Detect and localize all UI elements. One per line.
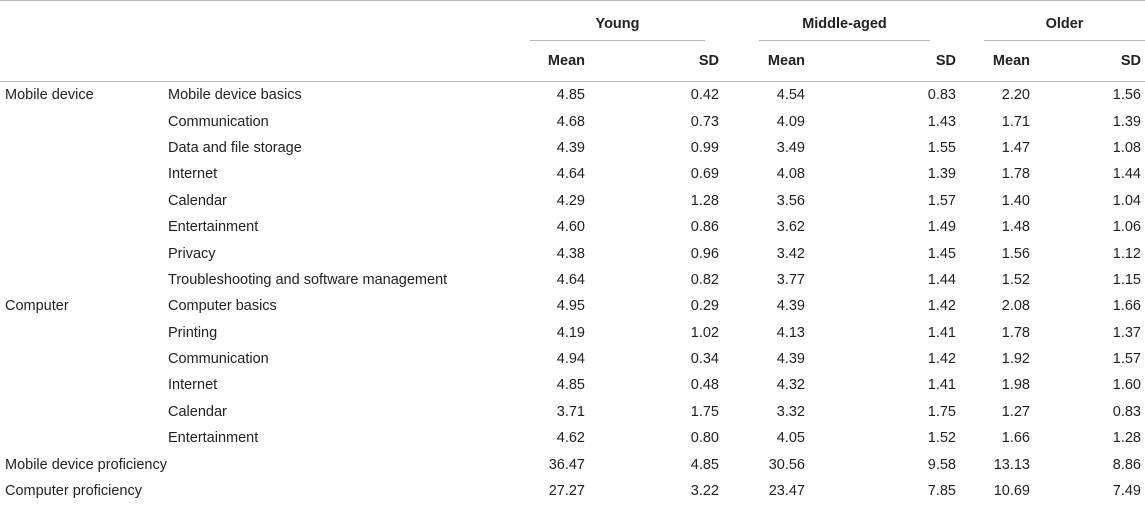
category-cell: Computer proficiency [5, 483, 142, 500]
young-mean-cell: 36.47 [548, 456, 585, 473]
older-sd-cell: 1.39 [1112, 113, 1141, 130]
subcategory-cell: Mobile device basics [168, 87, 302, 104]
young-mean-cell: 4.29 [556, 192, 585, 209]
older-mean-cell: 1.78 [1001, 324, 1030, 341]
group-header-young [530, 1, 735, 42]
subcategory-cell: Calendar [168, 192, 227, 209]
category-cell: Mobile device [5, 87, 94, 104]
young-sd-cell: 1.75 [690, 403, 719, 420]
middle-mean-cell: 3.49 [776, 139, 805, 156]
older-mean-cell: 1.78 [1001, 166, 1030, 183]
middle-mean-cell: 4.39 [776, 298, 805, 315]
middle-sd-cell: 1.52 [927, 430, 956, 447]
young-mean-cell: 4.95 [556, 298, 585, 315]
young-mean-cell: 4.60 [556, 219, 585, 236]
category-cell [0, 320, 168, 346]
middle-sd-cell: 1.44 [927, 271, 956, 288]
older-sd-cell: 8.86 [1112, 456, 1141, 473]
older-mean-cell: 1.47 [1001, 139, 1030, 156]
middle-mean-cell: 3.62 [776, 219, 805, 236]
older-sd-cell: 1.12 [1112, 245, 1141, 262]
young-sd-cell: 0.48 [690, 377, 719, 394]
young-mean-cell: 4.19 [556, 324, 585, 341]
young-sd-cell: 0.69 [690, 166, 719, 183]
category-cell [0, 214, 168, 240]
older-mean-cell: 1.98 [1001, 377, 1030, 394]
older-sd-cell: 1.06 [1112, 219, 1141, 236]
table-row [0, 372, 1145, 398]
table-row [0, 240, 1145, 266]
subcategory-cell: Computer basics [168, 298, 277, 315]
empty-header-cell [0, 1, 530, 42]
middle-mean-cell: 4.13 [776, 324, 805, 341]
middle-mean-cell: 3.77 [776, 271, 805, 288]
older-sd-cell: 1.57 [1112, 351, 1141, 368]
young-mean-cell: 4.68 [556, 113, 585, 130]
older-mean-cell: 1.56 [1001, 245, 1030, 262]
older-sd-cell: 1.66 [1112, 298, 1141, 315]
young-mean-cell: 4.38 [556, 245, 585, 262]
middle-mean-cell: 4.32 [776, 377, 805, 394]
young-mean-cell: 27.27 [548, 483, 585, 500]
middle-mean-cell: 30.56 [768, 456, 805, 473]
table-row [0, 425, 1145, 451]
young-sd-cell: 0.86 [690, 219, 719, 236]
middle-mean-cell: 3.32 [776, 403, 805, 420]
middle-sd-cell: 1.45 [927, 245, 956, 262]
older-sd-cell: 1.04 [1112, 192, 1141, 209]
column-header-row [0, 41, 1145, 82]
middle-mean-cell: 4.09 [776, 113, 805, 130]
older-mean-header: Mean [992, 53, 1030, 69]
subcategory-cell: Internet [168, 166, 218, 183]
category-cell [0, 425, 168, 451]
middle-sd-cell: 1.42 [927, 298, 956, 315]
older-mean-cell: 1.66 [1001, 430, 1030, 447]
older-sd-header: SD [1120, 53, 1141, 69]
category-cell [0, 372, 168, 398]
older-sd-cell: 0.83 [1112, 403, 1141, 420]
table-row [0, 108, 1145, 134]
older-mean-cell: 1.27 [1001, 403, 1030, 420]
young-sd-cell: 0.42 [690, 87, 719, 104]
young-sd-cell: 3.22 [690, 483, 719, 500]
young-sd-cell: 0.34 [690, 351, 719, 368]
young-sd-cell: 0.29 [690, 298, 719, 315]
middle-sd-cell: 1.57 [927, 192, 956, 209]
table-row [0, 346, 1145, 372]
older-sd-cell: 1.56 [1112, 87, 1141, 104]
young-sd-cell: 0.80 [690, 430, 719, 447]
middle-mean-cell: 3.42 [776, 245, 805, 262]
middle-sd-cell: 1.39 [927, 166, 956, 183]
middle-mean-cell: 3.56 [776, 192, 805, 209]
middle-sd-cell: 1.43 [927, 113, 956, 130]
category-cell [0, 188, 168, 214]
young-sd-cell: 1.28 [690, 192, 719, 209]
young-mean-cell: 4.62 [556, 430, 585, 447]
older-mean-cell: 1.71 [1001, 113, 1030, 130]
table-row [0, 214, 1145, 240]
table-row [0, 188, 1145, 214]
older-sd-cell: 7.49 [1112, 483, 1141, 500]
older-sd-cell: 1.28 [1112, 430, 1141, 447]
young-mean-header: Mean [547, 53, 585, 69]
subcategory-cell: Entertainment [168, 219, 259, 236]
older-sd-cell: 1.44 [1112, 166, 1141, 183]
middle-sd-cell: 1.42 [927, 351, 956, 368]
young-mean-cell: 4.64 [556, 166, 585, 183]
table-row [0, 451, 1145, 477]
older-mean-cell: 1.40 [1001, 192, 1030, 209]
young-sd-header: SD [698, 53, 719, 69]
subcategory-cell: Privacy [168, 245, 216, 262]
older-mean-cell: 13.13 [993, 456, 1030, 473]
older-mean-cell: 10.69 [993, 483, 1030, 500]
older-sd-cell: 1.60 [1112, 377, 1141, 394]
subcategory-cell: Calendar [168, 403, 227, 420]
middle-mean-cell: 4.05 [776, 430, 805, 447]
subcategory-cell: Entertainment [168, 430, 259, 447]
group-label-older: Older [984, 16, 1145, 41]
table-row [0, 82, 1145, 109]
young-mean-cell: 4.94 [556, 351, 585, 368]
category-cell [0, 267, 168, 293]
subcategory-cell: Printing [168, 324, 218, 341]
older-mean-cell: 1.48 [1001, 219, 1030, 236]
older-mean-cell: 1.52 [1001, 271, 1030, 288]
empty-subheader-cell [0, 41, 530, 82]
subcategory-cell: Troubleshooting and software management [168, 271, 448, 288]
middle-sd-cell: 1.49 [927, 219, 956, 236]
category-cell: Computer [5, 298, 69, 315]
group-label-young: Young [530, 16, 705, 41]
table-row [0, 135, 1145, 161]
middle-sd-cell: 9.58 [927, 456, 956, 473]
middle-mean-header: Mean [767, 53, 805, 69]
category-cell [0, 240, 168, 266]
table-row [0, 161, 1145, 187]
young-sd-cell: 0.99 [690, 139, 719, 156]
table-row [0, 293, 1145, 319]
subcategory-cell: Communication [168, 351, 269, 368]
subcategory-cell: Communication [168, 113, 269, 130]
middle-sd-cell: 0.83 [927, 87, 956, 104]
young-sd-cell: 0.96 [690, 245, 719, 262]
young-mean-cell: 3.71 [556, 403, 585, 420]
older-mean-cell: 2.08 [1001, 298, 1030, 315]
middle-mean-cell: 4.54 [776, 87, 805, 104]
middle-sd-header: SD [935, 53, 956, 69]
subcategory-cell: Internet [168, 377, 218, 394]
category-cell [0, 135, 168, 161]
table-row [0, 399, 1145, 425]
young-mean-cell: 4.85 [556, 87, 585, 104]
middle-sd-cell: 7.85 [927, 483, 956, 500]
group-header-middle-aged [735, 1, 960, 42]
table-row [0, 320, 1145, 346]
middle-sd-cell: 1.41 [927, 377, 956, 394]
group-header-older [960, 1, 1145, 42]
group-header-row [0, 1, 1145, 42]
category-cell [0, 399, 168, 425]
young-mean-cell: 4.64 [556, 271, 585, 288]
young-mean-cell: 4.39 [556, 139, 585, 156]
young-sd-cell: 0.82 [690, 271, 719, 288]
middle-mean-cell: 23.47 [768, 483, 805, 500]
young-sd-cell: 1.02 [690, 324, 719, 341]
older-mean-cell: 2.20 [1001, 87, 1030, 104]
young-sd-cell: 0.73 [690, 113, 719, 130]
subcategory-cell: Data and file storage [168, 139, 302, 156]
category-cell [0, 108, 168, 134]
middle-sd-cell: 1.55 [927, 139, 956, 156]
older-mean-cell: 1.92 [1001, 351, 1030, 368]
older-sd-cell: 1.15 [1112, 271, 1141, 288]
category-cell [0, 346, 168, 372]
older-sd-cell: 1.08 [1112, 139, 1141, 156]
middle-mean-cell: 4.08 [776, 166, 805, 183]
young-mean-cell: 4.85 [556, 377, 585, 394]
table-row [0, 478, 1145, 504]
middle-sd-cell: 1.41 [927, 324, 956, 341]
older-sd-cell: 1.37 [1112, 324, 1141, 341]
middle-sd-cell: 1.75 [927, 403, 956, 420]
table-row [0, 267, 1145, 293]
middle-mean-cell: 4.39 [776, 351, 805, 368]
category-cell [0, 161, 168, 187]
group-label-middle-aged: Middle-aged [759, 16, 930, 41]
category-cell: Mobile device proficiency [5, 456, 167, 473]
young-sd-cell: 4.85 [690, 456, 719, 473]
